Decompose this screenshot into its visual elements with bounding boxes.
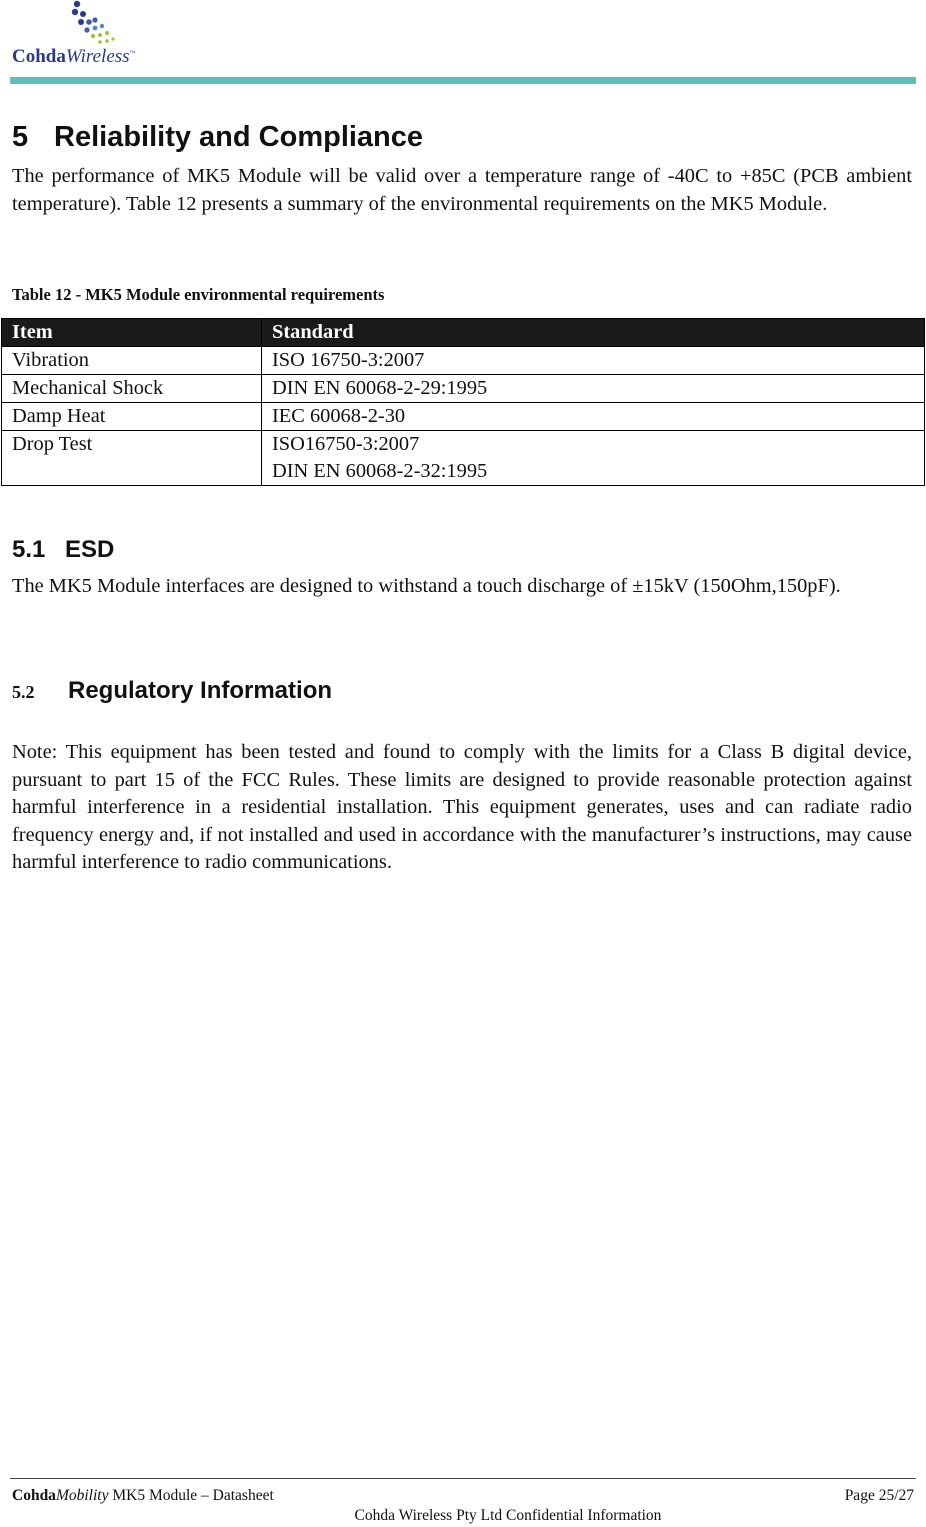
regulatory-paragraph: Note: This equipment has been tested and found to comply with the limits for a Class B digital device, pursuant to part 15 of the FCC Rules. These limits are designed to provide reasonable protection against harmful interference in a residential installation. This equipment generates, uses and can radiate radio frequency energy and, if not installed and used in accordance with the manufacturer’s instructions, may cause harmful interference to radio communications.	[12, 741, 912, 873]
regulatory-number: 5.2	[12, 682, 35, 702]
page-number: Page 25/27	[844, 1487, 914, 1504]
intro-paragraph: The performance of MK5 Module will be valid over a temperature range of -40C to +85C (PCB ambient temperature). Table 12 presents a summary of the environmental requirements on the MK5 Module.	[12, 165, 912, 215]
standard-line: ISO16750-3:2007	[272, 433, 420, 455]
standard-cell: ISO 16750-3:2007	[262, 347, 925, 375]
table-row	[2, 347, 925, 375]
regulatory-heading	[12, 677, 332, 705]
environmental-requirements-table	[1, 318, 925, 486]
item-cell: Damp Heat	[2, 403, 262, 431]
standard-line: DIN EN 60068-2-32:1995	[272, 460, 488, 482]
standard-cell	[262, 431, 925, 486]
esd-number: 5.1	[12, 536, 46, 563]
standard-cell: DIN EN 60068-2-29:1995	[262, 375, 925, 403]
table-caption: Table 12 - MK5 Module environmental requirements	[12, 285, 385, 304]
logo-dots-icon	[65, 0, 135, 46]
table-row	[2, 403, 925, 431]
column-header-item: Item	[2, 319, 262, 347]
column-header-standard: Standard	[262, 319, 925, 347]
footer-rule	[10, 1478, 916, 1479]
standard-cell: IEC 60068-2-30	[262, 403, 925, 431]
item-cell: Vibration	[2, 347, 262, 375]
table-row	[2, 431, 925, 486]
item-cell: Mechanical Shock	[2, 375, 262, 403]
cohda-wireless-logo	[10, 0, 180, 72]
esd-paragraph: The MK5 Module interfaces are designed to withstand a touch discharge of ±15kV (150Ohm,150pF).	[12, 575, 841, 597]
footer-document-title: CohdaMobility MK5 Module – Datasheet	[12, 1487, 274, 1504]
regulatory-title: Regulatory Information	[68, 677, 333, 704]
table-row	[2, 375, 925, 403]
section-heading	[12, 121, 423, 154]
esd-title: ESD	[65, 536, 115, 563]
logo-wordmark: CohdaWireless™	[12, 46, 136, 67]
table-header-row	[2, 319, 925, 347]
esd-heading	[12, 536, 114, 564]
header-rule	[10, 77, 916, 84]
item-cell: Drop Test	[2, 431, 262, 486]
section-number: 5	[12, 121, 29, 153]
footer-confidential: Cohda Wireless Pty Ltd Confidential Information	[354, 1507, 662, 1524]
section-title: Reliability and Compliance	[54, 121, 424, 153]
